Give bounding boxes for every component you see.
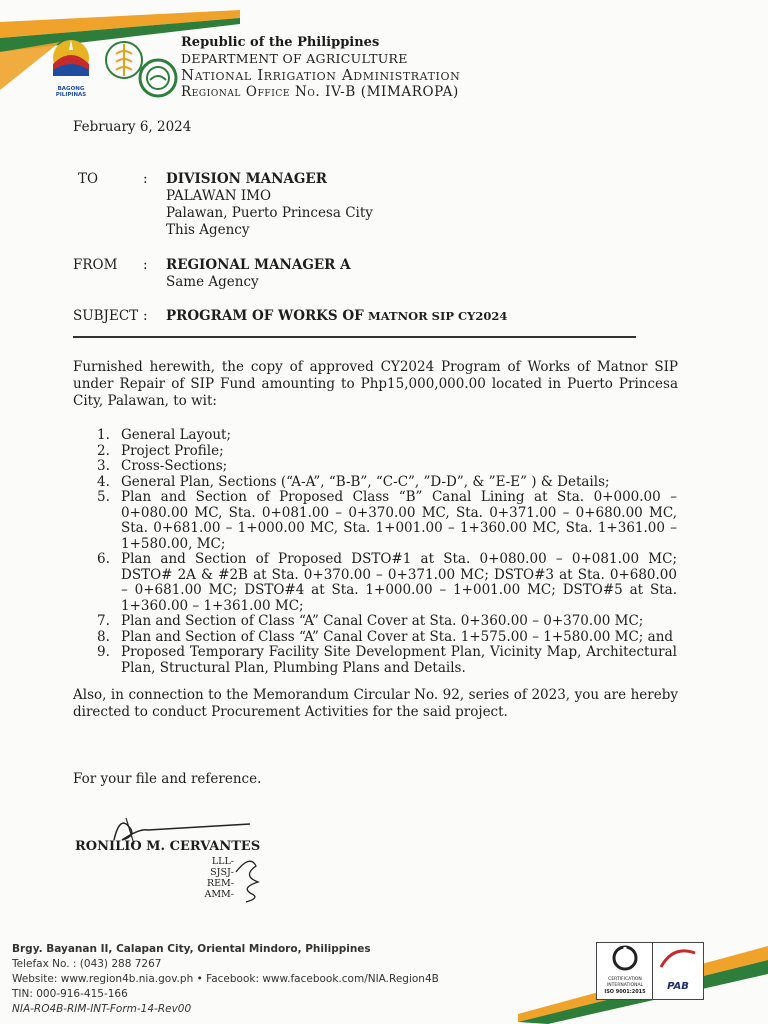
list-item-number: 7. [97,613,110,629]
from-label: FROM [73,257,118,273]
pab-icon [653,943,703,977]
initial-line: LLL- [211,856,234,867]
to-colon: : [143,171,148,187]
from-line: REGIONAL MANAGER A [166,257,351,273]
list-item [97,428,677,444]
to-line: PALAWAN IMO [166,188,272,204]
bullet-icon: • [196,973,207,985]
list-item-text: Plan and Section of Proposed Class “B” Canal Lining at Sta. 0+000.00 – 0+080.00 MC, Sta. 0+081.00 – 0+370.00 MC, Sta. 0+371.00 – 0+680.00 MC, Sta. 0+681.00 – 1+000.00 MC, Sta. 1+001.00 – 1+360.00 MC, Sta. 1+361.00 – 1+580.00, MC; [121,489,677,552]
letterhead-republic: Republic of the Philippines [181,35,380,50]
subject-text [166,308,507,325]
list-item-number: 4. [97,473,110,490]
list-item-number: 2. [97,442,110,459]
list-item-text: Plan and Section of Class “A” Canal Cover at Sta. 0+360.00 – 0+370.00 MC; [121,613,644,629]
initial-line: SJSJ- [210,867,234,878]
footer-form-code: NIA-RO4B-RIM-INT-Form-14-Rev00 [12,1003,192,1015]
drawing-list [97,428,677,676]
pab-badge [652,942,704,1000]
bagong-pilipinas-logo [45,36,97,98]
to-line: DIVISION MANAGER [166,171,327,187]
from-line: Same Agency [166,274,259,290]
subject-colon: : [143,308,148,324]
list-item-text: Proposed Temporary Facility Site Development Plan, Vicinity Map, Architectural Plan, Structural Plan, Plumbing Plans and Details. [121,644,677,676]
list-item-text: Project Profile; [121,442,224,459]
signatory-name: RONILIO M. CERVANTES [75,839,261,854]
list-item-text: Plan and Section of Class “A” Canal Cover at Sta. 1+575.00 – 1+580.00 MC; and [121,628,674,645]
iso-text: ISO 9001:2015 [604,989,646,995]
closing-line: For your file and reference. [73,771,262,787]
list-item-text: Plan and Section of Proposed DSTO#1 at Sta. 0+080.00 – 0+081.00 MC; DSTO# 2A & #2B at Sta. 0+370.00 – 0+371.00 MC; DSTO#3 at Sta. 0+680.00 – 0+681.00 MC; DSTO#4 at Sta. 1+000.00 – 1+001.00 MC; DSTO#5 at Sta. 1+360.00 – 1+361.00 MC; [121,551,677,614]
from-block [166,257,351,291]
letterhead-agency: National Irrigation Administration [181,66,461,84]
memo-date: February 6, 2024 [73,119,192,135]
list-item-number: 1. [97,427,110,443]
footer-website: Website: www.region4b.nia.gov.ph [12,973,194,985]
list-item-number: 3. [97,458,110,474]
pab-text: PAB [667,981,689,992]
list-item-number: 5. [97,489,110,505]
list-item-text: General Layout; [121,427,232,443]
from-colon: : [143,257,148,273]
footer-tin: TIN: 000-916-415-166 [12,988,128,1000]
footer-address: Brgy. Bayanan II, Calapan City, Oriental Mindoro, Philippines [12,943,371,955]
list-item [97,645,677,676]
certification-icon [597,943,653,973]
also-paragraph: Also, in connection to the Memorandum Circular No. 92, series of 2023, you are hereby directed to conduct Procurement Activities for the said project. [73,687,678,720]
list-item [97,459,677,475]
list-item [97,552,677,614]
list-item-number: 6. [97,551,110,567]
initials-scribble [232,852,268,904]
letterhead-department: DEPARTMENT OF AGRICULTURE [181,51,408,66]
list-item-text: General Plan, Sections (“A-A”, “B-B”, “C-C”, ”D-D”, & ”E-E” ) & Details; [121,473,610,490]
list-item [97,490,677,552]
footer-web [12,973,439,985]
certification-badge [596,942,654,1000]
initial-line: REM- [206,878,234,889]
to-block [166,171,373,239]
nia-logo [138,58,178,98]
list-item-number: 8. [97,628,110,645]
list-item-text: Cross-Sections; [121,458,228,474]
list-item [97,475,677,491]
subject-project: MATNOR SIP CY2024 [368,309,508,323]
subject-divider [73,336,636,338]
list-item [97,444,677,460]
to-label: TO [78,171,99,187]
subject-main: PROGRAM OF WORKS OF [166,308,364,324]
list-item [97,614,677,630]
letterhead-office: Regional Office No. IV-B (MIMAROPA) [181,84,459,100]
initial-line: AMM- [204,889,234,900]
list-item [97,630,677,646]
list-item-number: 9. [97,644,110,660]
bagong-pilipinas-text: BAGONG PILIPINAS [55,86,87,98]
footer-telefax: Telefax No. : (043) 288 7267 [12,958,162,970]
footer-facebook: Facebook: www.facebook.com/NIA.Region4B [206,973,439,985]
subject-label: SUBJECT [73,308,139,324]
cert-text: CERTIFICATION INTERNATIONAL [606,977,644,988]
routing-initials [204,856,234,900]
to-line: Palawan, Puerto Princesa City [166,205,373,221]
to-line: This Agency [166,222,250,238]
intro-paragraph: Furnished herewith, the copy of approved CY2024 Program of Works of Matnor SIP under Repair of SIP Fund amounting to Php15,000,000.00 located in Puerto Princesa City, Palawan, to wit: [73,359,678,409]
